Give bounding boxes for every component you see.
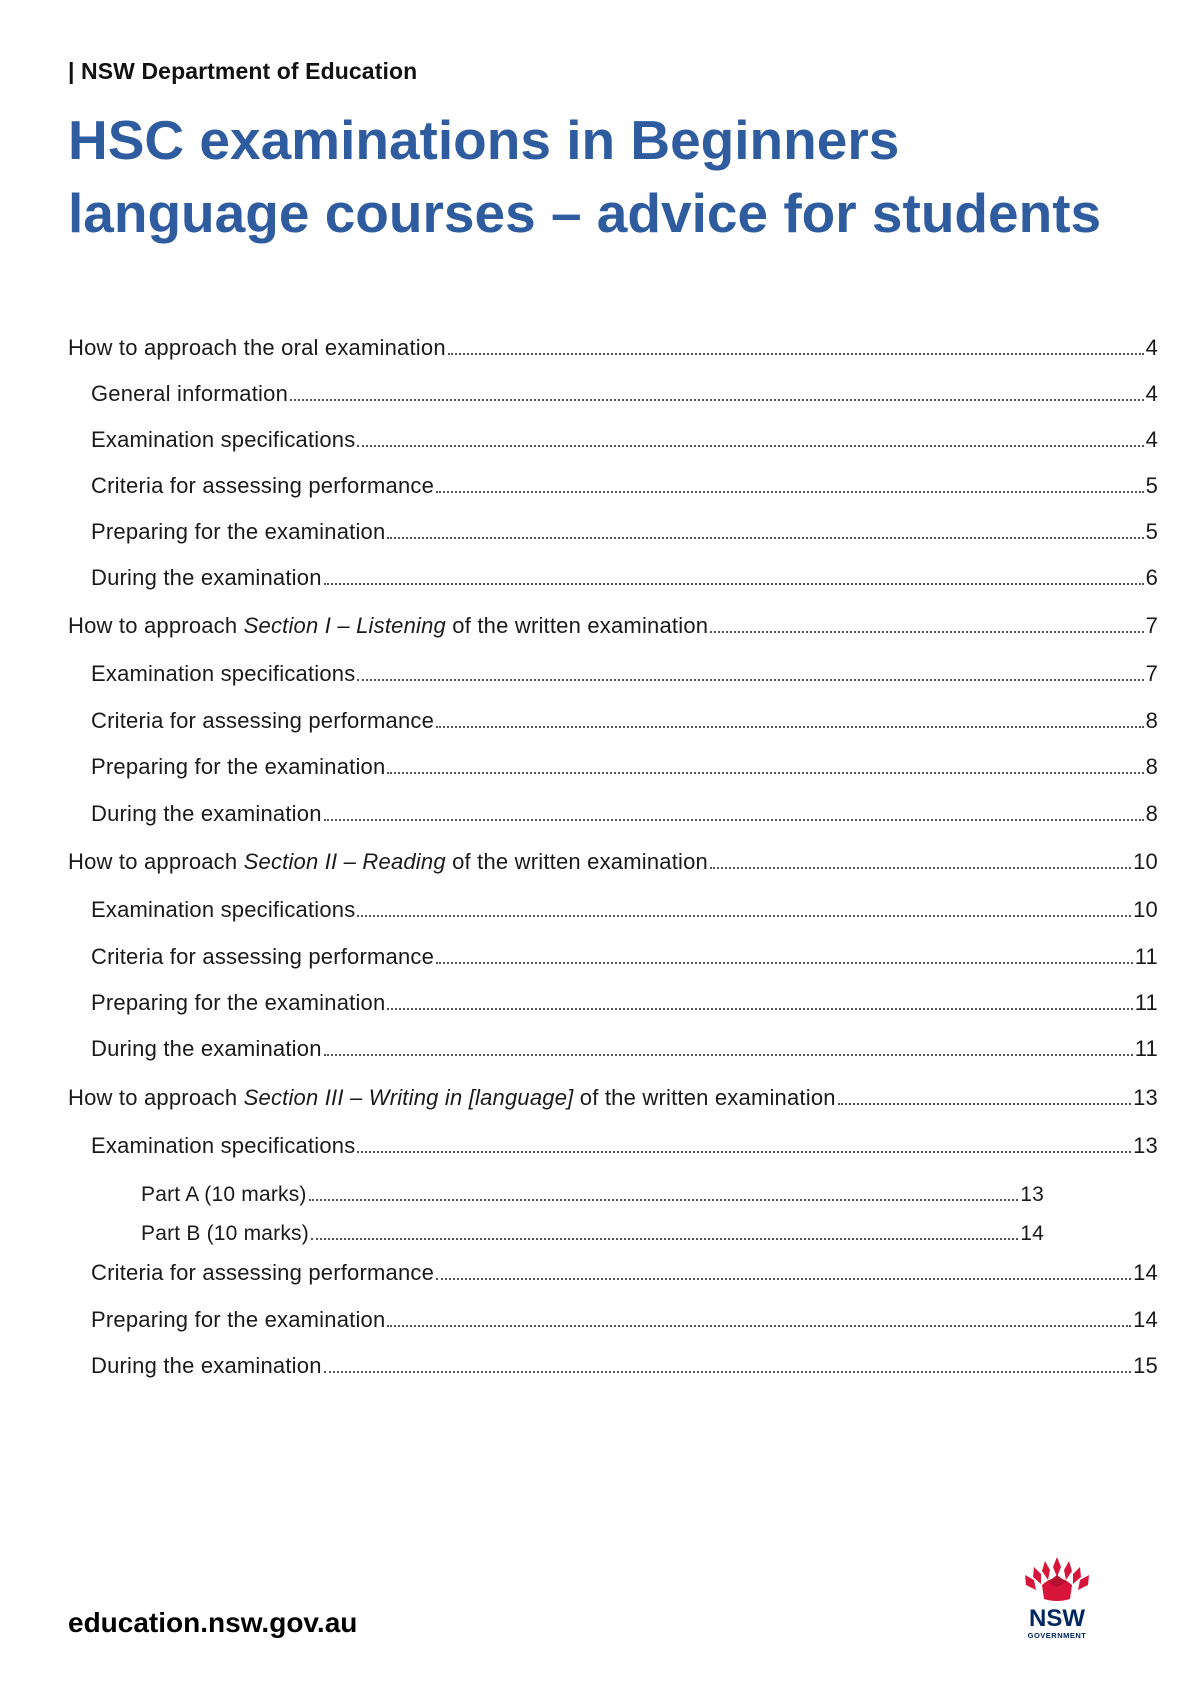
toc-page-number: 14 xyxy=(1020,1222,1044,1245)
toc-entry-oral-criteria[interactable] xyxy=(91,472,1158,500)
toc-page-number: 8 xyxy=(1145,708,1158,733)
toc-leader xyxy=(324,1371,1131,1373)
toc-label-section: Section III – Writing in [language] xyxy=(243,1085,574,1110)
toc-page-number: 10 xyxy=(1133,849,1158,874)
toc-label: Examination specifications xyxy=(91,1133,356,1158)
toc-page-number: 7 xyxy=(1145,661,1158,686)
toc-page-number: 8 xyxy=(1145,754,1158,779)
toc-leader xyxy=(436,962,1133,964)
footer-url[interactable]: education.nsw.gov.au xyxy=(68,1607,358,1638)
nsw-government-logo xyxy=(1012,1555,1102,1645)
toc-entry-oral-preparing[interactable] xyxy=(91,518,1158,546)
toc-page-number: 13 xyxy=(1133,1085,1158,1110)
title-line-2: language courses – advice for students xyxy=(68,182,1102,244)
toc-page-number: 11 xyxy=(1134,944,1158,969)
toc-page-number: 14 xyxy=(1133,1260,1158,1285)
toc-label-suffix: of the written examination xyxy=(573,1085,836,1110)
toc-label: Examination specifications xyxy=(91,897,356,922)
toc-page-number: 4 xyxy=(1145,427,1158,452)
toc-leader xyxy=(436,1278,1131,1280)
toc-label: Part B (10 marks) xyxy=(141,1222,309,1245)
logo-text: NSW xyxy=(1029,1605,1085,1632)
toc-label-prefix: How to approach xyxy=(68,1085,244,1110)
toc-entry-oral-specifications[interactable] xyxy=(91,426,1158,454)
toc-entry-reading-criteria[interactable] xyxy=(91,943,1158,971)
toc-entry-general-information[interactable] xyxy=(91,380,1158,408)
toc-label: During the examination xyxy=(91,565,322,590)
toc-leader xyxy=(324,819,1144,821)
toc-page-number: 11 xyxy=(1134,1036,1158,1061)
title-line-1: HSC examinations in Beginners xyxy=(68,109,900,171)
logo-subtext: GOVERNMENT xyxy=(1027,1631,1087,1640)
toc-entry-listening-preparing[interactable] xyxy=(91,753,1158,781)
toc-leader xyxy=(357,1151,1131,1153)
toc-label xyxy=(68,612,708,640)
toc-page-number: 8 xyxy=(1145,801,1158,826)
toc-leader xyxy=(387,1325,1131,1327)
toc-leader xyxy=(387,772,1143,774)
toc-label: Preparing for the examination xyxy=(91,754,386,779)
toc-entry-listening[interactable] xyxy=(68,612,1158,640)
toc-leader xyxy=(436,726,1144,728)
toc-entry-listening-criteria[interactable] xyxy=(91,707,1158,735)
toc-entry-writing-specifications[interactable] xyxy=(91,1132,1158,1160)
waratah-logo-icon xyxy=(1012,1555,1102,1645)
toc-leader xyxy=(357,445,1143,447)
toc-label: Criteria for assessing performance xyxy=(91,473,435,498)
toc-page-number: 5 xyxy=(1145,473,1158,498)
toc-label: Preparing for the examination xyxy=(91,1307,386,1332)
toc-label xyxy=(68,1084,836,1112)
toc-label-section: Section I – Listening xyxy=(243,613,446,638)
toc-page-number: 6 xyxy=(1145,565,1158,590)
toc-leader xyxy=(357,679,1143,681)
toc-label-section: Section II – Reading xyxy=(243,849,446,874)
toc-page-number: 15 xyxy=(1133,1353,1158,1378)
toc-label: How to approach the oral examination xyxy=(68,335,446,360)
toc-leader xyxy=(448,353,1144,355)
toc-label: Criteria for assessing performance xyxy=(91,1260,435,1285)
toc-label-suffix: of the written examination xyxy=(445,613,709,638)
toc-page-number: 4 xyxy=(1145,335,1158,360)
toc-label: Preparing for the examination xyxy=(91,519,386,544)
toc-entry-reading-preparing[interactable] xyxy=(91,989,1158,1017)
toc-label: Part A (10 marks) xyxy=(141,1183,307,1206)
toc-leader xyxy=(436,491,1144,493)
toc-label: Examination specifications xyxy=(91,661,356,686)
toc-entry-part-a[interactable] xyxy=(141,1181,1044,1209)
toc-label-prefix: How to approach xyxy=(68,613,244,638)
toc-leader xyxy=(311,1238,1018,1240)
toc-leader xyxy=(838,1103,1131,1105)
toc-page-number: 13 xyxy=(1133,1133,1158,1158)
toc-label: During the examination xyxy=(91,1036,322,1061)
toc-page-number: 13 xyxy=(1020,1183,1044,1206)
toc-leader xyxy=(290,399,1144,401)
waratah-flower-icon xyxy=(1025,1557,1089,1601)
toc-label: Preparing for the examination xyxy=(91,990,386,1015)
toc-entry-writing-criteria[interactable] xyxy=(91,1259,1158,1287)
toc-label: During the examination xyxy=(91,1353,322,1378)
toc-entry-part-b[interactable] xyxy=(141,1220,1044,1248)
toc-leader xyxy=(387,537,1143,539)
toc-leader xyxy=(387,1008,1132,1010)
toc-entry-writing-during[interactable] xyxy=(91,1352,1158,1380)
toc-page-number: 5 xyxy=(1145,519,1158,544)
toc-entry-writing-preparing[interactable] xyxy=(91,1306,1158,1334)
toc-entry-reading-during[interactable] xyxy=(91,1035,1158,1063)
toc-page-number: 14 xyxy=(1133,1307,1158,1332)
toc-entry-writing[interactable] xyxy=(68,1084,1158,1112)
toc-entry-listening-specifications[interactable] xyxy=(91,660,1158,688)
toc-label: Examination specifications xyxy=(91,427,356,452)
toc-page-number: 7 xyxy=(1145,613,1158,638)
toc-label-suffix: of the written examination xyxy=(445,849,708,874)
toc-page-number: 11 xyxy=(1134,990,1158,1015)
toc-leader xyxy=(710,631,1143,633)
toc-label-prefix: How to approach xyxy=(68,849,244,874)
toc-entry-oral[interactable] xyxy=(68,334,1158,362)
toc-leader xyxy=(324,583,1144,585)
toc-leader xyxy=(710,867,1131,869)
toc-leader xyxy=(324,1054,1133,1056)
toc-entry-reading[interactable] xyxy=(68,848,1158,876)
toc-entry-listening-during[interactable] xyxy=(91,800,1158,828)
toc-entry-oral-during[interactable] xyxy=(91,564,1158,592)
toc-leader xyxy=(357,915,1131,917)
toc-label: Criteria for assessing performance xyxy=(91,944,435,969)
toc-label: During the examination xyxy=(91,801,322,826)
toc-entry-reading-specifications[interactable] xyxy=(91,896,1158,924)
toc-label: General information xyxy=(91,381,289,406)
toc-page-number: 4 xyxy=(1145,381,1158,406)
toc-label xyxy=(68,848,708,876)
toc-leader xyxy=(309,1199,1019,1201)
toc-label: Criteria for assessing performance xyxy=(91,708,435,733)
header-department: | NSW Department of Education xyxy=(68,58,418,84)
toc-page-number: 10 xyxy=(1133,897,1158,922)
